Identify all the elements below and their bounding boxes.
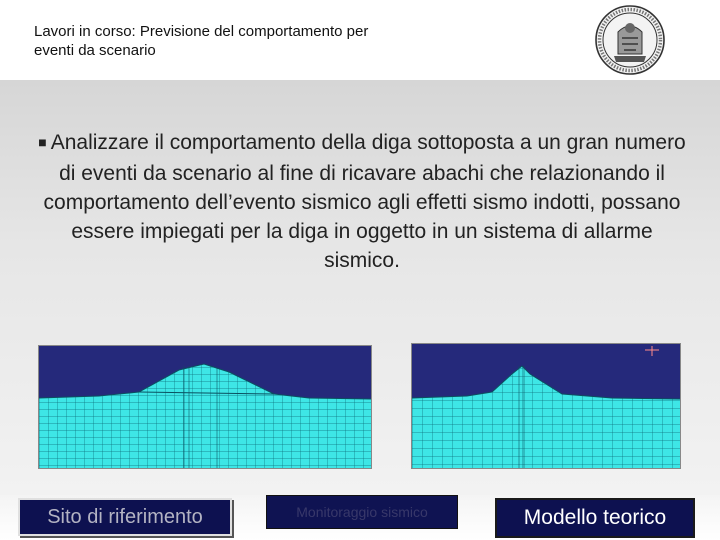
monitoraggio-sismico-label: Monitoraggio sismico bbox=[296, 504, 428, 520]
title-line-2: eventi da scenario bbox=[34, 42, 156, 59]
bullet-text: Analizzare il comportamento della diga sottoposta a un gran numero di eventi da scenario al fine di ricavare abachi che relazionando il comportamento dell’evento sismico agli effetti sismo indotti, possano essere impiegati per la diga in oggetto in un sistema di allarme sismico. bbox=[43, 131, 686, 272]
monitoraggio-sismico-button[interactable] bbox=[266, 495, 458, 529]
title-line-1: Lavori in corso: Previsione del comportamento per bbox=[34, 23, 369, 40]
sito-di-riferimento-button[interactable] bbox=[18, 498, 232, 536]
square-bullet-icon: ■ bbox=[38, 134, 47, 150]
modello-teorico-label: Modello teorico bbox=[523, 506, 667, 529]
modello-teorico-button[interactable] bbox=[495, 498, 695, 538]
dam-mesh-model-left bbox=[38, 345, 372, 469]
university-seal-logo bbox=[594, 4, 666, 76]
dam-mesh-left-svg bbox=[39, 346, 371, 468]
dam-mesh-model-right bbox=[411, 343, 681, 469]
dam-mesh-right-svg bbox=[412, 344, 680, 468]
page-title bbox=[34, 22, 554, 60]
bullet-paragraph bbox=[32, 128, 692, 275]
sito-di-riferimento-label: Sito di riferimento bbox=[47, 506, 203, 528]
header bbox=[0, 0, 720, 80]
